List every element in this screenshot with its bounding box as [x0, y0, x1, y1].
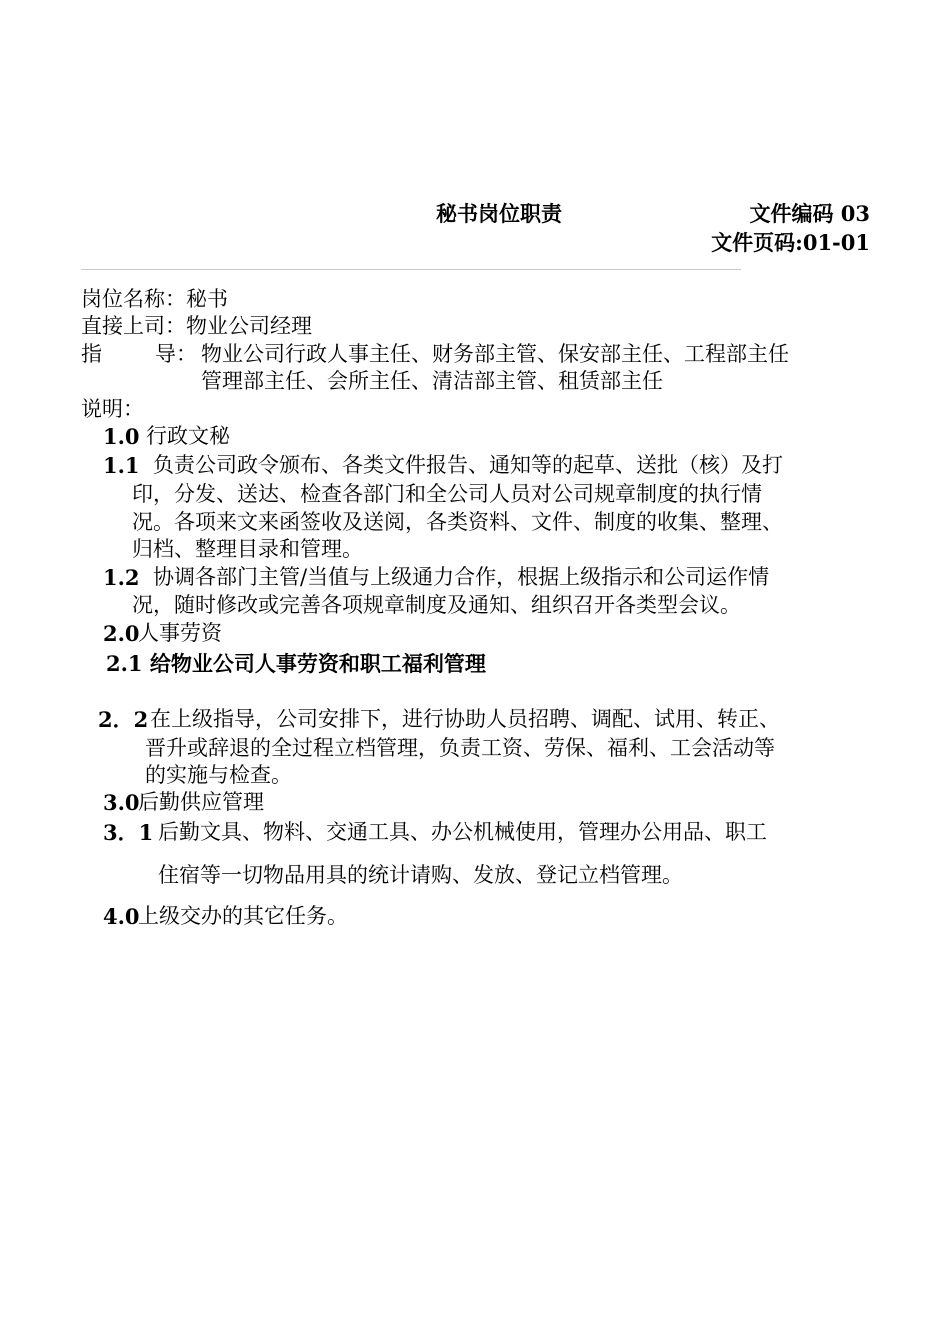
section-3-1-line: 住宿等一切物品用具的统计请购、发放、登记立档管理。 [158, 863, 683, 887]
section-1-1-number: 1.1 [103, 453, 140, 478]
header-divider [81, 269, 741, 270]
file-page: 文件页码:01-01 [711, 230, 870, 255]
section-3-title: 后勤供应管理 [138, 790, 264, 814]
position-name: 岗位名称：秘书 [81, 287, 228, 311]
section-1-2-line: 况，随时修改或完善各项规章制度及通知、组织召开各类型会议。 [132, 593, 741, 617]
section-1-1-line: 况。各项来文来函签收及送阅，各类资料、文件、制度的收集、整理、 [132, 510, 783, 534]
guide-label-start: 指 [81, 342, 102, 366]
document-title: 秘书岗位职责 [436, 201, 562, 226]
explanation-label: 说明： [81, 397, 144, 421]
section-2-2-line: 的实施与检查。 [145, 763, 292, 787]
section-2-1: 2.1 给物业公司人事劳资和职工福利管理 [106, 651, 486, 676]
section-2-2-line: 在上级指导，公司安排下，进行协助人员招聘、调配、试用、转正、 [150, 707, 780, 731]
guide-label-end: 导： [155, 342, 197, 366]
section-1-2-number: 1.2 [103, 565, 140, 590]
section-1-title: 行政文秘 [146, 424, 230, 448]
section-3-number: 3.0 [103, 790, 140, 815]
section-3-1-line: 后勤文具、物料、交通工具、办公机械使用，管理办公用品、职工 [158, 820, 767, 844]
guide-line-1: 物业公司行政人事主任、财务部主管、保安部主任、工程部主任 [201, 342, 789, 366]
section-1-1-line: 负责公司政令颁布、各类文件报告、通知等的起草、送批（核）及打 [153, 453, 783, 477]
direct-superior: 直接上司：物业公司经理 [81, 314, 312, 338]
section-1-number: 1.0 [103, 424, 140, 449]
section-1-1-line: 归档、整理目录和管理。 [132, 537, 363, 561]
section-2-2-line: 晋升或辞退的全过程立档管理，负责工资、劳保、福利、工会活动等 [145, 736, 775, 760]
section-4-number: 4.0 [103, 904, 140, 929]
guide-line-2: 管理部主任、会所主任、清洁部主管、租赁部主任 [201, 369, 663, 393]
section-2-title: 人事劳资 [138, 621, 222, 645]
file-code: 文件编码 03 [749, 201, 870, 226]
section-4-title: 上级交办的其它任务。 [138, 904, 348, 928]
section-3-1-number: 3．1 [103, 820, 154, 845]
section-2-number: 2.0 [103, 621, 140, 646]
section-1-1-line: 印，分发、送达、检查各部门和全公司人员对公司规章制度的执行情 [132, 482, 762, 506]
section-2-2-number: 2．2 [98, 707, 149, 732]
section-1-2-line: 协调各部门主管/当值与上级通力合作，根据上级指示和公司运作情 [153, 565, 770, 589]
